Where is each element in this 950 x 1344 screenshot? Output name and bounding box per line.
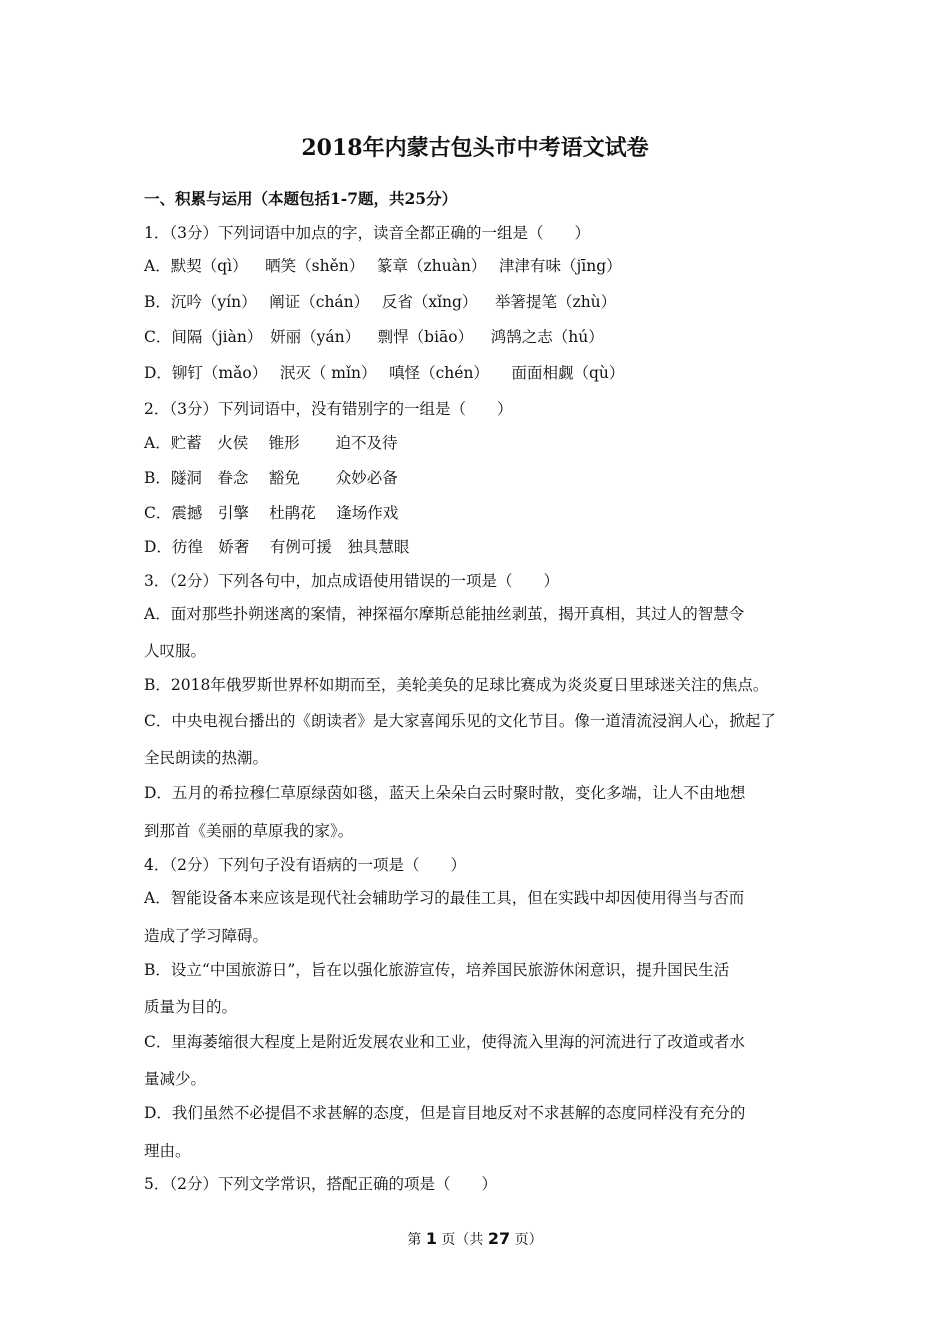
footer-suffix: 页） [510, 1232, 543, 1248]
question-2-option-d: D．彷徨 娇奢 有例可援 独具慧眼 [144, 538, 410, 556]
question-3-option-d: D．五月的希拉穆仁草原绿茵如毯，蓝天上朵朵白云时聚时散，变化多端，让人不由地想 [144, 784, 746, 802]
question-5-stem: 5．（2分）下列文学常识，搭配正确的项是（ ） [144, 1175, 497, 1193]
question-3-option-b: B．2018年俄罗斯世界杯如期而至，美轮美奂的足球比赛成为炎炎夏日里球迷关注的焦点。 [144, 676, 769, 694]
page-footer [0, 1228, 950, 1251]
footer-prefix: 第 [407, 1232, 426, 1248]
footer-middle: 页（共 [436, 1232, 488, 1248]
question-4-option-b-cont: 质量为目的。 [144, 998, 238, 1016]
question-4-option-a: A．智能设备本来应该是现代社会辅助学习的最佳工具，但在实践中却因使用得当与否而 [144, 889, 745, 907]
question-2-option-c: C．震撼 引擎 杜鹃花 逢场作戏 [144, 504, 399, 522]
question-2-option-a: A．贮蓄 火侯 锥形 迫不及待 [144, 434, 398, 452]
question-3-option-d-cont: 到那首《美丽的草原我的家》。 [144, 822, 354, 840]
question-1-option-c: C．间隔（jiàn） 妍丽（yán） 剽悍（biāo） 鸿鹄之志（hú） [144, 328, 604, 346]
question-3-option-c: C．中央电视台播出的《朗读者》是大家喜闻乐见的文化节目。像一道清流浸润人心，掀起了 [144, 712, 776, 730]
question-3-option-a-cont: 人叹服。 [144, 642, 207, 660]
footer-page-number: 1 [425, 1229, 437, 1248]
footer-total-pages: 27 [487, 1229, 511, 1248]
question-4-stem: 4．（2分）下列句子没有语病的一项是（ ） [144, 856, 466, 874]
question-3-option-c-cont: 全民朗读的热潮。 [144, 749, 269, 767]
question-2-option-b: B．隧洞 眷念 豁免 众妙必备 [144, 469, 398, 487]
question-4-option-b: B．设立“中国旅游日”，旨在以强化旅游宣传，培养国民旅游休闲意识，提升国民生活 [144, 961, 730, 979]
question-1-option-a: A．默契（qì） 晒笑（shěn） 篆章（zhuàn） 津津有味（jīng） [144, 257, 622, 275]
question-4-option-d-cont: 理由。 [144, 1142, 191, 1160]
question-1-stem: 1．（3分）下列词语中加点的字，读音全都正确的一组是（ ） [144, 224, 590, 242]
question-3-option-a: A．面对那些扑朔迷离的案情，神探福尔摩斯总能抽丝剥茧，揭开真相，其过人的智慧令 [144, 605, 745, 623]
section-heading: 一、积累与运用（本题包括1-7题，共25分） [144, 189, 458, 208]
question-4-option-c-cont: 量减少。 [144, 1070, 207, 1088]
page-title: 2018年内蒙古包头市中考语文试卷 [301, 135, 649, 161]
question-3-stem: 3．（2分）下列各句中，加点成语使用错误的一项是（ ） [144, 572, 559, 590]
question-4-option-c: C．里海萎缩很大程度上是附近发展农业和工业，使得流入里海的河流进行了改道或者水 [144, 1033, 745, 1051]
question-4-option-a-cont: 造成了学习障碍。 [144, 927, 269, 945]
question-2-stem: 2．（3分）下列词语中，没有错别字的一组是（ ） [144, 400, 513, 418]
question-1-option-b: B．沉吟（yín） 阐证（chán） 反省（xǐng） 举箸提笔（zhù） [144, 293, 617, 311]
question-4-option-d: D．我们虽然不必提倡不求甚解的态度，但是盲目地反对不求甚解的态度同样没有充分的 [144, 1104, 746, 1122]
question-1-option-d: D．铆钉（mǎo） 泯灭（ mǐn） 嗔怪（chén） 面面相觑（qù） [144, 364, 625, 382]
